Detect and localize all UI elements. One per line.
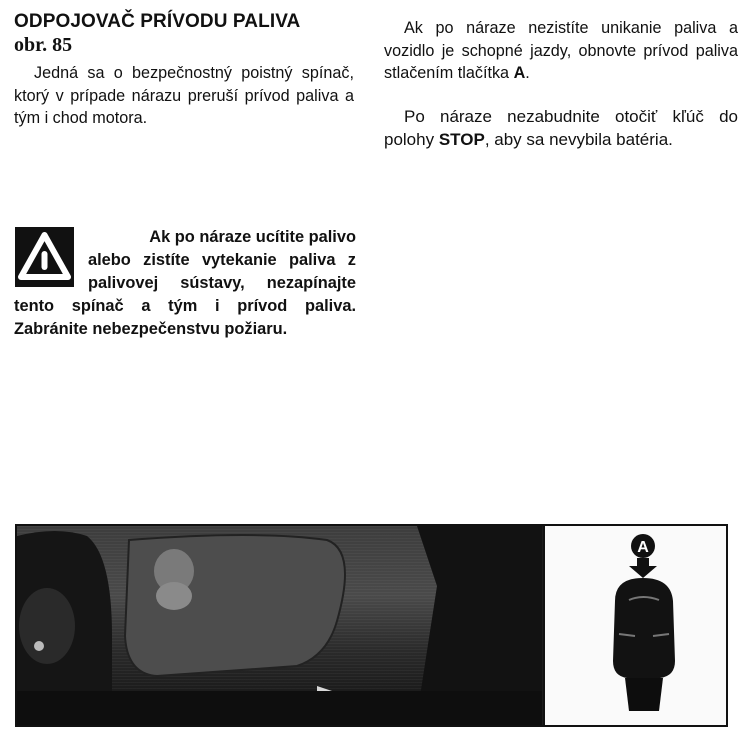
text: . — [525, 64, 530, 82]
stop-paragraph — [384, 106, 738, 151]
switch-label-a: A — [637, 539, 649, 556]
warning-line: palivovej sústavy, nezapínajte — [88, 274, 356, 292]
figure-reference: obr. 85 — [14, 34, 73, 56]
warning-line: alebo zistíte vytekanie paliva z — [88, 251, 356, 269]
warning-line: tento spínač a tým i prívod paliva. — [14, 297, 356, 315]
switch-inset — [543, 526, 728, 725]
warning-triangle-icon — [15, 227, 74, 287]
warning-line: Ak po náraze ucítite palivo — [149, 228, 356, 246]
text: Po náraze nezabudnite otočiť kľúč do polohy — [384, 107, 738, 149]
restore-paragraph — [384, 17, 738, 85]
intro-paragraph: Jedná sa o bezpečnostný poistný spínač, ktorý v prípade nárazu preruší prívod paliva a tým i chod motora. — [14, 64, 354, 127]
dashboard-photo — [17, 526, 542, 725]
figure-85 — [15, 524, 728, 727]
stop-label: STOP — [438, 129, 485, 149]
text: , aby sa nevybila batéria. — [484, 129, 673, 149]
warning-line: Zabránite nebezpečenstvu požiaru. — [14, 320, 288, 338]
button-reference: A — [513, 64, 526, 82]
section-title: ODPOJOVAČ PRÍVODU PALIVA — [14, 11, 301, 32]
text: Ak po náraze nezistíte unikanie paliva a vozidlo je schopné jazdy, obnovte prívod paliva stlačením tlačítka — [384, 19, 738, 82]
warning-box — [14, 226, 356, 341]
